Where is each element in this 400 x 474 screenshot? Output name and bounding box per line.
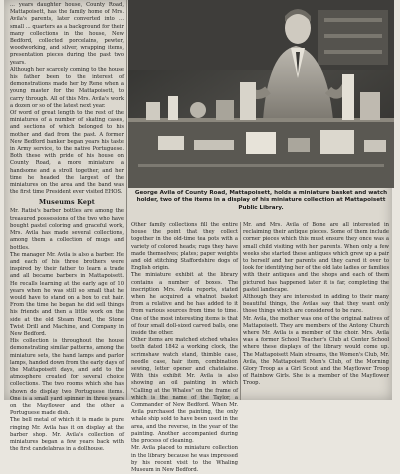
right-paragraph-2: Although they are interested in adding to their many beautiful things, the Avilas say that they want only those things which are considered to be rare.: [243, 294, 389, 315]
column-rule: [126, 0, 127, 400]
left-paragraph-1: ... years daughter house, County Road, Mattapoisett, has the family home of Mrs. Avila's parents, later converted into ... small ... quarters as a background for their many collections in the house, New Bedford, collected porcelains, pewter, woodworking, and silver, wrapping items, presentation pieces during the past two years.: [10, 2, 124, 66]
photo-caption: George Avila of County Road, Mattapoisett, holds a miniature basket and watch holder, two of the items in a display of his miniature collection at Mattapoisett Public Library.: [134, 190, 388, 211]
newspaper-page: [4, 0, 392, 473]
article-left-column: [10, 2, 124, 453]
article-middle-column: [131, 222, 238, 473]
right-paragraph-1: Mr. and Mrs. Avila of Bone are all interested in reclaiming their antique pieces. Some of them include corner pieces which this must ensure they once was a small child visiting with her parents. When only a few weeks she started these antiques which grew up a pair to herself and her parents and they cared it over to look for identifying her of the old late ladies or families with their antiques and the shops and each of them pictured has happened later it is far, completing the pastel landscape.: [243, 222, 389, 293]
article-photo: [128, 0, 394, 188]
left-paragraph-2: Although her scarcely coming to the house his father been to the interest of demonstrations made her by Rene when a young master for the Mattapoisett, to carry through. All of this Mrs. Avila's work a dozen or so of the latest next year.: [10, 66, 124, 109]
left-paragraph-6: His collection is throughout the house demonstrating similar patterns, among the miniature sets, the hand lamps and parlor lamps, handed down from the early days of the Mattapoisett days, and add to the atmosphere created for several choice collections. The two rooms which she has shown do display two Portuguese items. One is a small yard spinner in three years on the Mayflower and the other a Portuguese made dish.: [10, 338, 124, 417]
article-right-column: [243, 222, 389, 398]
left-paragraph-5: The manager Mr. Avila is also a barber. He and each of his three brothers were inspired by their father to learn a trade and all became barbers in Mattapoisett. He recalls learning at the early age of 10 years when he was still so small that he would have to stand on a box to cut hair. From the time he began he did sell things his friends and then a little work on the side at the old Steam Road, the Stone Twist Drill and Machine, and Company in New Bedford.: [10, 251, 124, 337]
left-paragraph-3: Of word of great length to the rest of the miniatures of a number of skating cases, and sections of which belonged to his mother and dad from the past. A former New Bedford banker began years his taste in Army service, to the native Portuguese. Both these with pride of his house on County Road, a more miniature a handsome and a stroll together, and her time he headed the largest of the miniatures on the area and the band was the first time President ever visited EHOS.: [10, 110, 124, 196]
subhead-museums-kept: Museums Kept: [39, 198, 95, 207]
middle-paragraph-2: The miniature exhibit at the library contains a number of boxes. The inscription Mrs. Avila reports, stated when he acquired a whatnot basket from a relative and he has added to it from various sources from time to time. One of the most interesting items is that of four small doll-sized carved balls, one inside the other.: [131, 272, 238, 337]
right-paragraph-3: Mr. Avila, the mother was one of the original natives of Mattapoisett. They are members of the Antony Church where Mr. Avila is a member of the choir. Mrs. Avila was a former School Teacher's Club at Center School where these displays of the library would come up. The Mattapoisett Main streams, the Women's Club, Mr. Avila, the Mattapoisett Men's Club, of the Morning Glory Troop as a Girl Scout and the Mayflower Troop of Rainbow Girls. She is a member of the Mayflower Troop.: [243, 315, 389, 387]
middle-paragraph-3: Other items are matched etched whales teeth dated 1842 a working clock, the scrimshaw watch stand, thimble case, needle case, hair item, combination sewing, letter opener and chatelaine. With this exhibit Mr. Avila is also showing an oil painting in which "Calling at the Whales" on the frame of which is the name of the Taylor, a Commander of New Bedford. When Mr. Avila purchased the painting, the only whale ship sold to have been used in the area, and the reverse, in the year of the painting. Another accompanied during the process of cleaning.: [131, 337, 238, 445]
middle-paragraph-4: Mr. Avila placed to miniature collection in the library because he was impressed by his recent visit to the Whaling Museum in New Bedford.: [131, 445, 238, 473]
column-rule: [240, 222, 241, 400]
middle-paragraph-1: Other family collections fill the entire house the point that they collect together in the old-time tea pots with a variety of colored heads; rugs they have made themselves; plates; paper weights and old stitching Staffordshire dogs of English origin.: [131, 222, 238, 272]
left-paragraph-7: The bell metal of which it is made is pure ringing Mr. Avila has it on display at the barber shop. Mr. Avila's collection of miniatures began a few years back with the first candelabras in a dollhouse.: [10, 417, 124, 453]
left-paragraph-4: Mr. Ratisi's barber bottles are among the treasured possessions of the two who have bought pastel coloring and graceful work, Mrs. Avila has made several collections, among them a collection of mugs and bottles.: [10, 208, 124, 251]
photo-drawing: [128, 0, 394, 188]
